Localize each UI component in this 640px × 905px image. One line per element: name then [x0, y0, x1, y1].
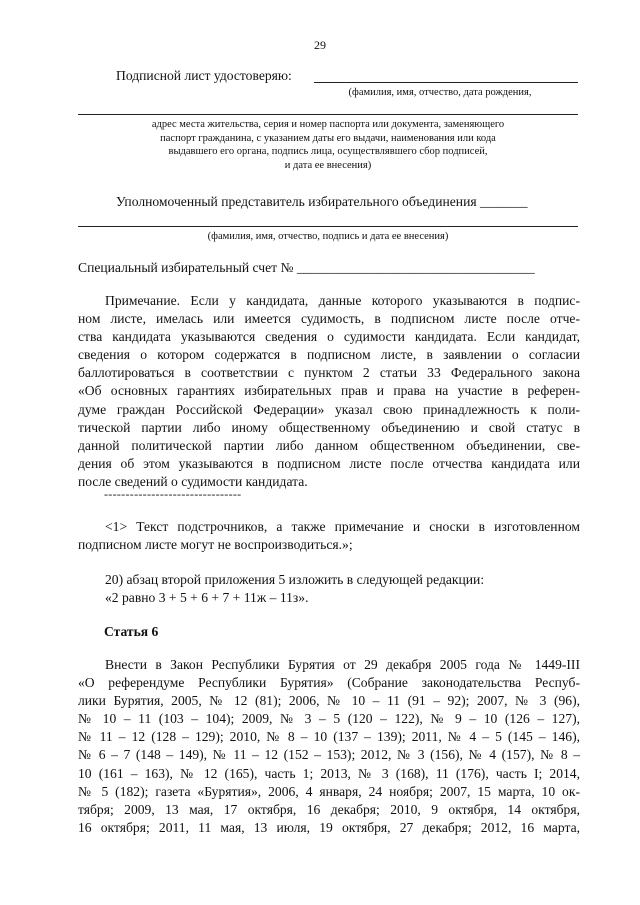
page-number: 29 [314, 38, 326, 52]
footnote-paragraph: <1> Текст подстрочников, а также примечание и сноски в изготовленном подписном листе могут не воспроизводиться.»; [78, 519, 580, 553]
certify-hint: (фамилия, имя, отчество, дата рождения, [348, 87, 532, 98]
article-paragraph: Внести в Закон Республики Бурятия от 29 декабря 2005 года № 1449-III «О референдуме Республики Бурятия» (Собрание законодательства Респуб- лики Бурятия, 2005, № 12 (81); 2006, № 10 – 11 (91 – 92); 2007, № 3 (96), № 10 – 11 (103 – 104); 2009, № 3 – 5 (120 – 122), № 9 – 10 (126 – 127), № 11 – 12 (128 – 129); 2010, № 8 – 10 (137 – 139); 2011, № 4 – 5 (145 – 146), № 6 – 7 (148 – 149), № 11 – 12 (152 – 153); 2012, № 3 (156), № 4 (157), № 8 – 10 (161 – 163), № 12 (165), часть 1; 2013, № 3 (168), 11 (176), часть I; 2014, № 5 (182); газета «Бурятия», 2006, 4 января, 24 ноября; 2007, 15 марта, 10 ок- тября; 2009, 13 мая, 17 октября, 16 декабря; 2010, 9 октября, 14 октября, 16 октября; 2011, 11 мая, 13 июля, 19 октября, 27 декабря; 2012, 16 марта, [78, 657, 580, 835]
address-line [78, 114, 578, 115]
account-label: Специальный избирательный счет № ___________________________________ [78, 260, 535, 275]
article-heading: Статья 6 [104, 624, 159, 639]
representative-label: Уполномоченный представитель избирательного объединения _______ [116, 194, 528, 209]
representative-hint: (фамилия, имя, отчество, подпись и дата ее внесения) [207, 231, 449, 242]
item-20-paragraph: 20) абзац второй приложения 5 изложить в следующей редакции: «2 равно 3 + 5 + 6 + 7 + 11ж – 11з». [105, 572, 485, 606]
representative-line [78, 226, 578, 227]
address-hint: адрес места жительства, серия и номер паспорта или документа, заменяющего паспорт гражданина, с указанием даты его выдачи, наименования или кода выдавшего его органа, подпись лица, осуществлявшего сбор подписей, и дата ее внесения) [151, 119, 505, 171]
footnote-separator: -------------------------------- [104, 487, 242, 501]
certify-label: Подписной лист удостоверяю: [116, 68, 292, 83]
certify-line [314, 82, 578, 83]
note-paragraph: Примечание. Если у кандидата, данные которого указываются в подпис- ном листе, имелась или имеется судимость, в подписном листе после отче- ства кандидата указываются сведения о судимости кандидата. Если кандидат, сведения о котором содержатся в подписном листе, в заявлении о согласии баллотироваться в соответствии с пунктом 2 статьи 33 Федерального закона «Об основных гарантиях избирательных прав и права на участие в референ- думе граждан Российской Федерации» указал свою принадлежность к поли- тической партии либо иному общественному объединению и свой статус в данной политической партии либо данном общественном объединении, све- дения об этом указываются в подписном листе после отчества кандидата или после сведений о судимости кандидата. [78, 293, 580, 489]
